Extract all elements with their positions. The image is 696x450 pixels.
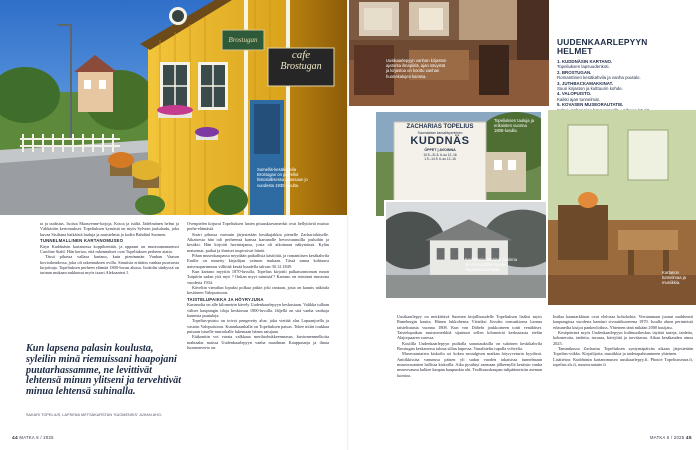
body-paragraph: Museorautatien kiskoiln roi kokea nostalgisen matkan höyryveturin kyydissä. Anttikkissisa vanunssa päisen yli sadan vuoden takaisissa tunnelmaan museorautatien hallissa kiskoilla. Aika pysähtyi asemaan jälkeenyllä kesäisin vanha museovaunu kulkee kaupan kaupunkia ohi. Teollisuuskaupan tulipäänteisiin aseman luontoa. [397,351,542,378]
list-item-label: 3. JUTHBACKAMAKKINAT. [557,80,614,86]
list-item-desc: Romanttinen kesäkahvila ja vanha puutalo. [557,75,641,81]
body-paragraph: Kun kartano myytiin 1870-luvulla, Topelius kirjoitti palkatsonnoman runon 'Isäpiirin sadan yöä myö ? Onkan myyt mimistä'? Kartano on toiminut museona vuodesta 1934. [187,269,329,285]
body-column-1 [40,221,179,276]
list-item-desc: Topeliuksen lapsuudenkoti. [557,64,610,70]
brostugan-wall-sign: Brostugan [228,36,258,44]
sidebar-title-line1: UUDENKAARLEPYYN [557,37,648,47]
list-item [557,91,693,102]
body-paragraph: Käyn Kuddnäsin kartanossa koppikenttää, ja oppaani on museoamanuenssi Caroline Stahl. Hän kertoo, että rakennukset ovat Topeliuksen perheen aiatta. [40,243,179,254]
caption-house: Kuddnäsin kesäisin avoinna oleva Kuddnäs vuoden Topeliusmuseossa. [465,257,517,273]
sign-line6: 1.9.–14.9. ti–su 12–16 [424,157,456,161]
cafe-sign-line1: cafe [291,49,311,61]
pull-quote-credit: SAKARI TOPELIUS, LAPSENA METSÄKARSTAN 'SUOMENSIS' JUHAN AHO. [26,413,163,417]
body-paragraph: Kartanolta on alle kilometrin kävely Uudenkaarlepyyn keskustaan. Valikka tullaan väliset kaupungin tiloja keskiosan 1800-luvulla. Jäljellä on sitä vanha vanhoja kaunista puutaloja. [187,302,329,319]
body-paragraph: Topelius-puisto on toivoi pengeretty alue, joka viettää alas Lapuanjoella ja vastoin Valopuistoon. Kuninkaankalla on Topeliuksen patsas. Tekee nitiin toukkaa puisaan istuelle murrokalle lukemaan hänen satujaan. [187,318,329,335]
list-item-label: 5. KOVASEN MUSEORAUTATIE. [557,102,624,108]
body-paragraph: Etäkonttin voi varata valkkaaa meriluohukkeenmassn, kuvinmenmelkoita mahtaaha maissa Uudenkaarlepyyn vanha maailman Kauppasarja ja ilmaa luonnonverto on. [187,334,329,351]
list-item-label: 4. VALOPUISTO. [557,91,592,97]
cafe-sign [268,50,334,72]
sign-line5: 15.5.–31.8. ti–su 12–16 [423,153,457,157]
body-column-2 [187,221,329,351]
folio-left [12,435,54,441]
list-item-label: 2. BROSTUGAN. [557,69,592,75]
sign-line4: ÖPPET | AVOINNA [424,148,456,152]
sign-line3: KUDDNÄS [410,135,470,147]
body-column-4 [553,314,693,367]
manor-room-photo [548,110,696,305]
sidebar-highlights [557,38,693,113]
sign-line1: ZACHARIAS TOPELIUS [406,124,474,130]
body-paragraph: Tässä pihassa vallasa kartano, kuin pienimmän Vanhan Vaasan hovioikeudessa, joka oli rakennuksen ovilla. Sinuiisia erittäiin vanhaa puuvarsia kirjoittaja. Topeliuksen perheen elämää 1800-luvun alussa. Isoäidin sänkyssä on tarinan mukaan nukkunut myös tsaari Aleksanteri I. [40,254,179,276]
list-item [557,59,693,70]
kuddnas-signboard [394,124,486,161]
body-column-3 [397,314,542,378]
library-interior-photo [349,0,549,106]
body-paragraph: Käveltin vierailun lopuksi polkua pitkin joki rantaan, josta on kaunis näköala kesäiseen Valopuistoon. [187,285,329,296]
list-item-desc: Suuri kirjaston ja kulttuurin kohde. [557,86,623,92]
hero-photo-brostugan [0,0,347,215]
list-item-label: 1. KUDDNÄSIN KARTANO. [557,59,613,64]
list-item [557,70,693,81]
folio-left-text: MATKA 5 / 2025 [19,435,54,440]
folio-right-text: MATKA 5 / 2025 [650,435,685,440]
folio-right [650,435,692,441]
body-paragraph: Pihan museokaupassa myydään paikallisia käsitöitä, ja romantiisen kesäkahvila Emilie on nimetty kirjailijan vaimon mukaan. Tässä sanna kohtaava naisvuoparinnuns villittää kesää kuudella tahvan 30.12.1849. [187,253,329,269]
caption-hero: Sumellis-kesäkahvila Brostugan on palvellut historiallisessa aitassaan jo vuodesta 1930-luvulta. [257,167,308,188]
section-heading: TAISTELUPAIKKA JA HÖYRYJUNA [187,296,264,302]
pull-quote: Kun lapsena palasin koulusta, syleilin minä riemuissani haapojani puutarhassamme, ne levittivät lehtensä minun ylitseni ja tervehtivät minua lehtensä suhinalla. [26,343,182,398]
body-paragraph: Intilaa kaamarkkinat ovat elolosaa kohokohta. Vieraanmaat juonut muhkeasti kaupungissa vuodesta kantturi sivuuttikuoreena 1970. Isoalla aluen perinteisiä erlauneilta kisijot pankeolotluss. Yhteinen tänä mikään 2000 kusijatu. [553,314,693,330]
sidebar-list [557,59,693,113]
body-paragraph: Kesäpäivinä myös Uudenkaarlepyyn kulttuurikeskus täyttää tarteja, taidetta, kohnseroita, taidetta, tavaraa, kävijöitä ja tarvittavaa. Aikaa kesäkauden ainoa 2025. [553,330,693,346]
body-paragraph: Sisäri pihassa varmuin järjestetään kesäkujakkia pienelle Zacharialaiselle. Aikaisesta hän toli perheensä kanssa kartanolle hevosvaunuilla jouluihin ja kesäksi. Hän kirjoitti havintajansa, josta oli aikoinaan näkymässä. Kylän maisemat, paikat ja ihmiset inspiroivat häntä. [187,231,329,253]
section-heading: TUNNELMALLINEN KARTANOMUSEO [40,238,124,244]
list-item [557,81,693,92]
page-number-right: 45 [685,436,692,441]
cafe-sign-line2: Brostugan [280,61,322,72]
body-paragraph: Tammikussa Zacharias Topeliuksen syntymäpäivän aikaan järjestetään Topelius-viikko. Kirjailijoita, musiikkia ja taidetapahtumineen yhteinen. [553,346,693,357]
sidebar-title-line2: HELMET [557,46,593,56]
kuddnas-house-photo [384,200,548,300]
body-paragraph: Uusikaarlepyy on merkittävä Suomen kirjallisuudelle Topeliuksen lisäksi myös Runebergin kautta. Hänen lukkohensa Vättriksi Jösvåin tornuakiorea luonua taisteltutusta vuonna 1808. Kun von Döbeln joukkoineen toitti venäläiset. Taistelupaikan muistomerkkiä sijainnut sellen kilometriä keskustasta etelän Alajoqsaaren varessa. [397,314,542,341]
caption-room: Kartanon tunnelmaa ja musiikkia. [662,270,686,286]
body-paragraph: ta ja uudistus. Isoista Maasvenne-kirjoja, Kotoa ja isältä. Jädelmänen helmi ja Välikäröin kertomukset. Topeliuksen kymästä on myös Sylvian joululaulu, joka kuvaa Sisiliana haikäisiä lauluja ja muistelmia ja kodin Bahdänl Suomen. [40,221,179,237]
body-paragraph: Koulilla Uudenkaarlepyyn puiltalla sanastauksilla on suloinen keskikahvila Brostugan keskaoessa taloua sillan kupessa. Vanalittelin tupalla vohvelia. [397,340,542,352]
body-paragraph: Ovenpielen kirjurat Topeliuksen lasten pituuskarvamerkit ovat hellyttäviä muisto perhe-elämästä. [187,221,329,232]
info-box-text: Lisätietoa: Kuddnäsin kartanomuseo uusikaarlepyy.fi, Photoe Topeliusseura.fi, topelius.sls.fi, museorautatie.fi [553,356,693,368]
sign-line2: Suomalaisen kansallisperinteen [417,131,463,135]
caption-sign: Topeliuksen tauluja ja erikoisten vuonna 1808-luvulla. [494,118,535,134]
list-item-desc: Kaikki ajan tunnelmat. [557,96,600,102]
page-number-left: 44 [12,436,18,441]
caption-interior: Uusikaarlepyyn vanhan kirjaston ajatonta ilmapiiriä, ajan sävyistä ja kirjastoa on koottu vanhan huonekalujen kanssa. [386,58,447,79]
sidebar-title [557,38,693,56]
